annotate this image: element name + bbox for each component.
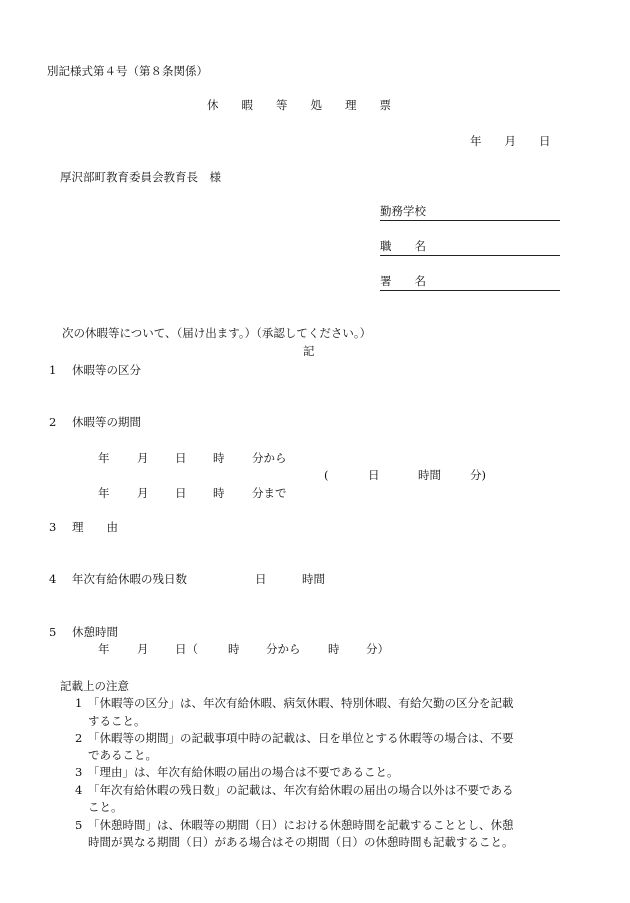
break-day: 日（ [175, 642, 198, 656]
school-field[interactable] [380, 220, 560, 221]
break-hour-to: 時 [328, 642, 340, 656]
total-hours: 時間 [418, 468, 441, 482]
total-days: 日 [368, 468, 380, 482]
break-hour-from: 時 [228, 642, 240, 656]
school-label: 勤務学校 [380, 204, 426, 218]
name-label: 署 名 [380, 274, 426, 288]
to-month: 月 [137, 486, 149, 500]
ki-mark: 記 [303, 344, 315, 358]
document-title: 休 暇 等 処 理 票 [207, 98, 391, 112]
note-text: 時間が異なる期間（日）がある場合はその期間（日）の休憩時間も記載すること。 [88, 835, 514, 849]
note-number: 4 [75, 783, 83, 797]
section-number: 2 [49, 415, 57, 429]
note-number: 5 [75, 818, 83, 832]
total-minutes: 分) [470, 468, 486, 482]
note-text: こと。 [88, 800, 123, 814]
note-text: 「休暇等の期間」の記載事項中時の記載は、日を単位とする休暇等の場合は、不要 [88, 731, 514, 745]
section-label: 休憩時間 [72, 625, 118, 639]
to-year: 年 [98, 486, 110, 500]
break-year: 年 [98, 642, 110, 656]
position-label: 職 名 [380, 239, 426, 253]
notes-heading: 記載上の注意 [60, 679, 129, 693]
from-minute: 分から [252, 451, 287, 465]
break-minute-to: 分） [366, 642, 389, 656]
name-field[interactable] [380, 290, 560, 291]
section-label: 理 由 [72, 520, 118, 534]
section-number: 1 [49, 363, 57, 377]
to-hour: 時 [213, 486, 225, 500]
section-label: 休暇等の期間 [72, 415, 141, 429]
total-open: ( [324, 468, 329, 482]
note-number: 1 [75, 696, 83, 710]
from-year: 年 [98, 451, 110, 465]
section-number: 3 [49, 520, 57, 534]
note-text: 「休暇等の区分」は、年次有給休暇、病気休暇、特別休暇、有給欠勤の区分を記載 [88, 696, 514, 710]
from-month: 月 [137, 451, 149, 465]
addressee: 厚沢部町教育委員会教育長 様 [60, 170, 221, 184]
note-number: 3 [75, 765, 83, 779]
date-line: 年 月 日 [470, 134, 551, 148]
remaining-days: 日 [255, 572, 267, 586]
break-month: 月 [137, 642, 149, 656]
section-label: 休暇等の区分 [72, 363, 141, 377]
to-minute: 分まで [252, 486, 287, 500]
intro-text: 次の休暇等について、（届け出ます。）（承認してください。） [62, 326, 372, 340]
break-minute-from: 分から [266, 642, 301, 656]
position-field[interactable] [380, 255, 560, 256]
note-text: すること。 [88, 714, 146, 728]
note-number: 2 [75, 731, 83, 745]
remaining-hours: 時間 [302, 572, 325, 586]
section-number: 4 [49, 572, 57, 586]
section-label: 年次有給休暇の残日数 [72, 572, 187, 586]
from-day: 日 [175, 451, 187, 465]
note-text: 「理由」は、年次有給休暇の届出の場合は不要であること。 [88, 765, 399, 779]
note-text: であること。 [88, 748, 157, 762]
form-number: 別記様式第４号（第８条関係） [47, 64, 208, 78]
note-text: 「休憩時間」は、休暇等の期間（日）における休憩時間を記載することとし、休憩 [88, 818, 514, 832]
section-number: 5 [49, 625, 57, 639]
from-hour: 時 [213, 451, 225, 465]
note-text: 「年次有給休暇の残日数」の記載は、年次有給休暇の届出の場合以外は不要である [88, 783, 514, 797]
to-day: 日 [175, 486, 187, 500]
